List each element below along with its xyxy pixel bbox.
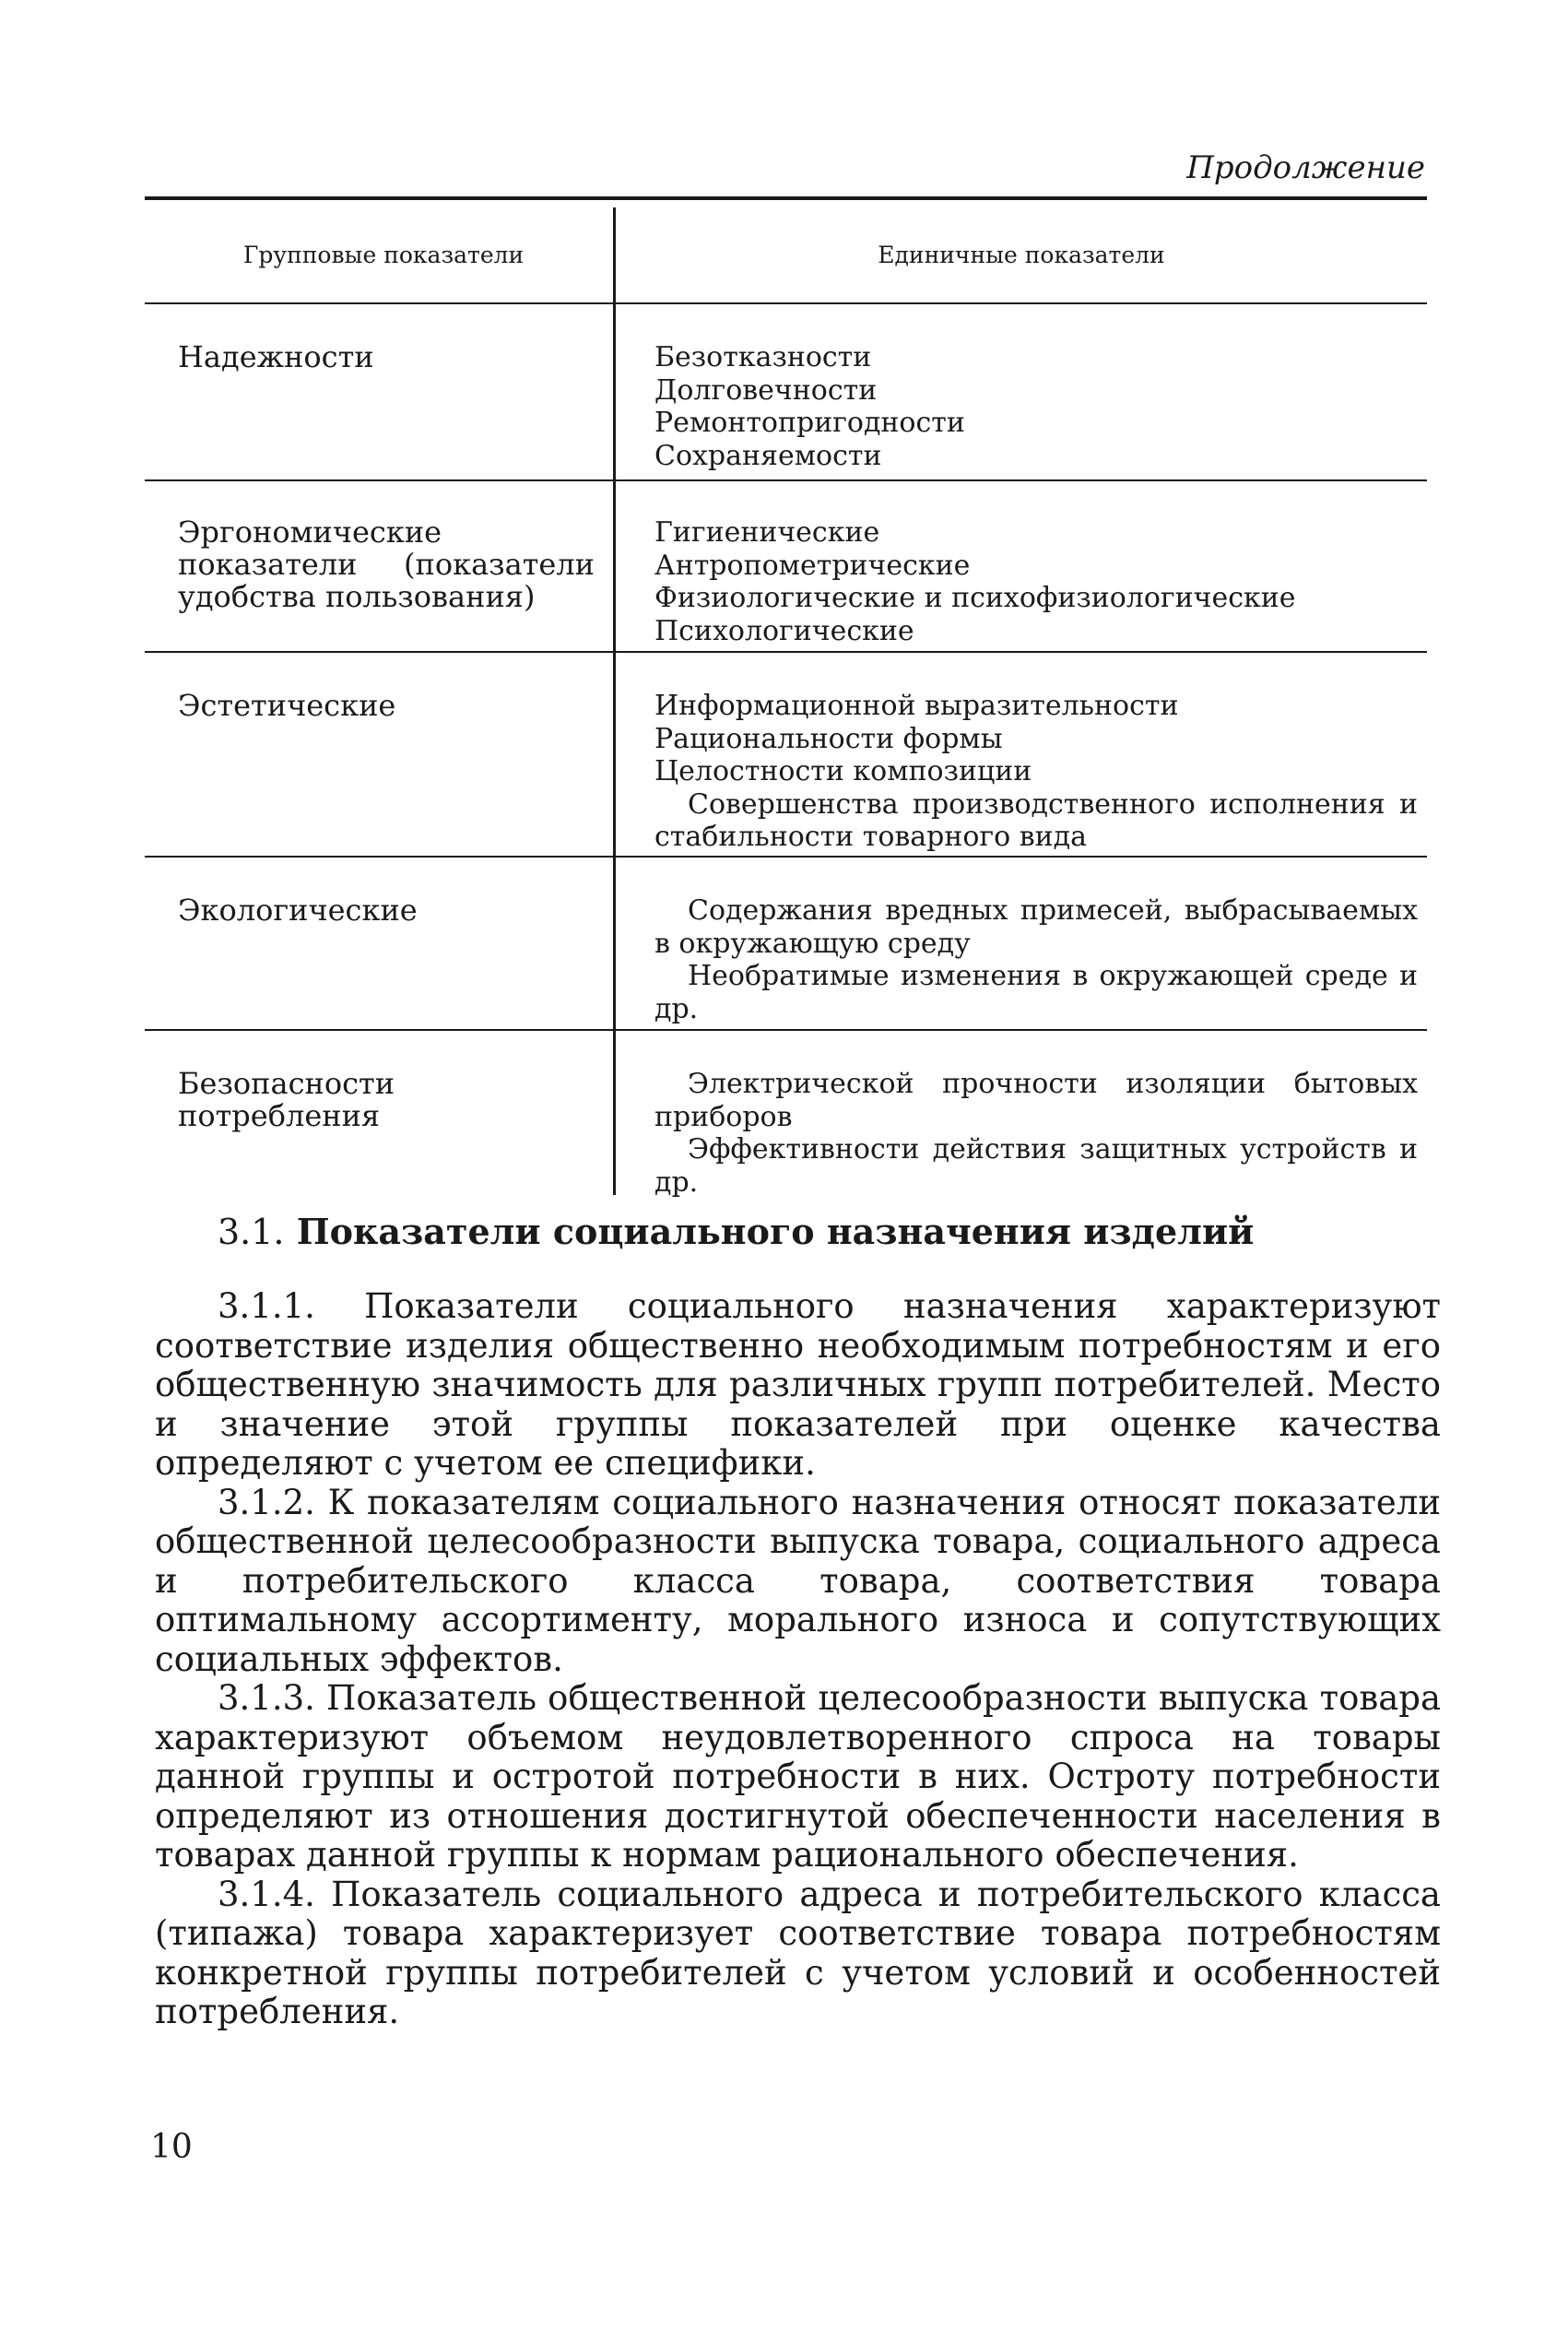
item: Информационной выразительности — [654, 690, 1179, 722]
item: Антропометрические — [654, 549, 971, 582]
paragraph: 3.1.1. Показатели социального назначения характеризуют соответствие изделия общественно необходимым потребностям и его общественную значимость для различных групп потребителей. Место и значение этой группы показателей при оценке качества определяют с учетом ее специфики. — [155, 1286, 1441, 1483]
paragraph: 3.1.3. Показатель общественной целесообразности выпуска товара характеризуют объемом неудовлетворенного спроса на товары данной группы и остротой потребности в них. Остроту потребности определяют из отношения достигнутой обеспеченности населения в товарах данной группы к нормам рационального обеспечения. — [155, 1678, 1441, 1875]
item: Сохраняемости — [654, 439, 882, 472]
item: Совершенства производственного исполнения и стабильности товарного вида — [654, 787, 1418, 853]
item: Ремонтопригодности — [654, 407, 965, 439]
group-cell: Экологические — [178, 893, 418, 928]
items-cell — [613, 1031, 1427, 1199]
paragraph: 3.1.2. К показателям социального назначения относят показатели общественной целесообразности выпуска товара, социального адреса и потребительского класса товара, соответствия товара оптимальному ассортименту, морального износа и сопутствующих социальных эффектов. — [155, 1482, 1441, 1679]
items-cell — [613, 653, 1427, 856]
table-row-reliability — [145, 304, 1427, 481]
table-row-ergonomic — [145, 481, 1427, 653]
items-cell — [613, 481, 1427, 651]
table-row-aesthetic — [145, 653, 1427, 858]
header-group-indicators: Групповые показатели — [242, 242, 525, 268]
body-text — [155, 1287, 1441, 2032]
group-cell: Надежности — [178, 339, 374, 374]
page-number: 10 — [150, 2128, 193, 2166]
item: Безотказности — [654, 341, 872, 373]
group-cell: Эстетические — [178, 688, 396, 723]
paragraph: 3.1.4. Показатель социального адреса и потребительского класса (типажа) товара характеризует соответствие товара потребностям конкретной группы потребителей с учетом условий и особенностей потребления. — [155, 1874, 1441, 2031]
group-cell: Безопасности потребления — [178, 1066, 395, 1133]
item: Психологические — [654, 614, 914, 647]
item: Долговечности — [654, 373, 878, 407]
table-row-ecological — [145, 858, 1427, 1031]
table-row-safety — [145, 1031, 1427, 1199]
table-top-rule — [145, 196, 1427, 200]
header-unit-indicators: Единичные показатели — [613, 207, 1427, 302]
item: Электрической прочности изоляции бытовых приборов — [654, 1068, 1418, 1133]
item: Рациональности формы — [654, 722, 1003, 755]
item: Необратимые изменения в окружающей среде и др. — [654, 960, 1418, 1025]
section-title: Показатели социального назначения изделий — [296, 1211, 1255, 1252]
group-cell: Эргономические показатели (показатели удобства пользования) — [178, 515, 595, 614]
items-cell — [613, 858, 1427, 1029]
item: Целостности композиции — [654, 755, 1032, 787]
section-number: 3.1. — [218, 1212, 285, 1252]
item: Эффективности действия защитных устройств и др. — [654, 1133, 1418, 1199]
item: Гигиенические — [654, 516, 880, 549]
items-cell — [613, 304, 1427, 479]
section-heading — [218, 1211, 1254, 1252]
continuation-label: Продолжение — [1186, 149, 1425, 186]
indicators-table — [145, 207, 1427, 1199]
item: Содержания вредных примесей, выбрасываемых в окружающую среду — [654, 894, 1418, 960]
table-header-row — [145, 207, 1427, 304]
item: Физиологические и психофизиологические — [654, 582, 1296, 614]
